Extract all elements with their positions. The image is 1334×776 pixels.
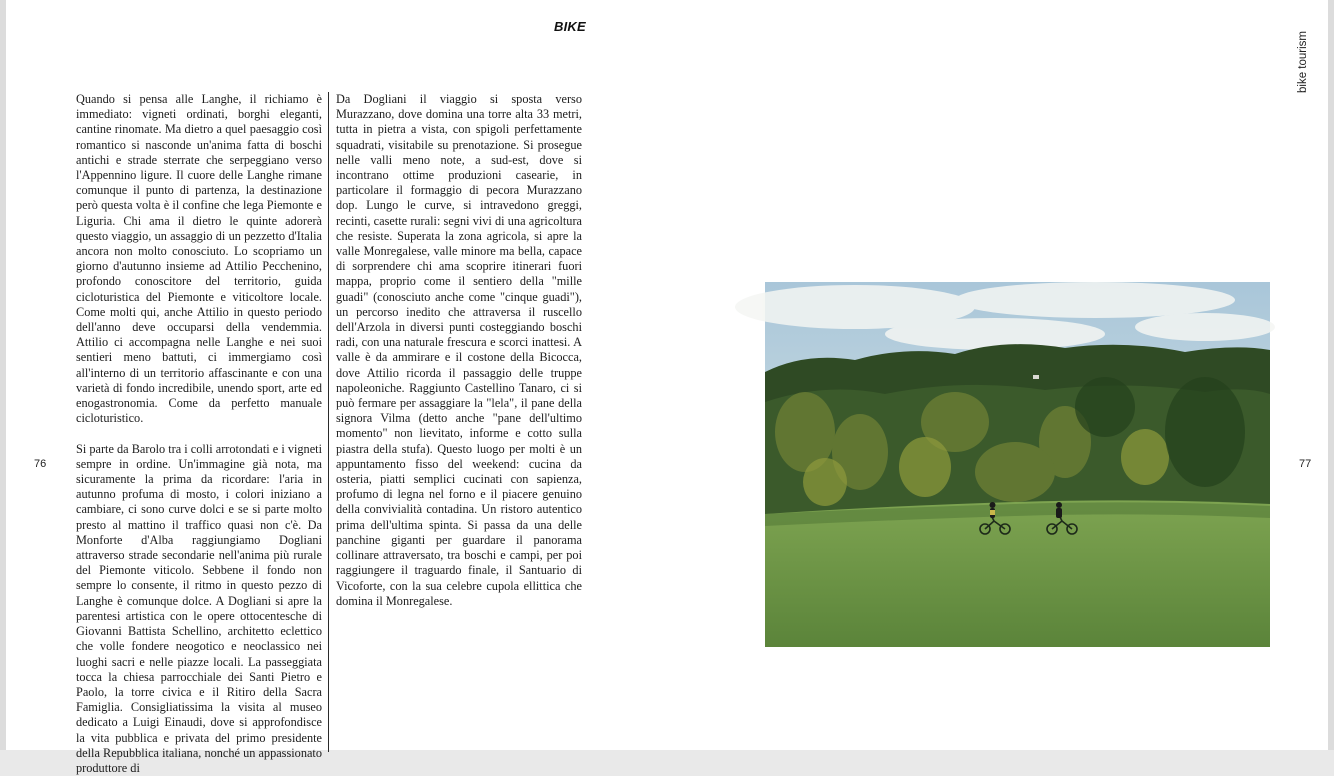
article-column-1 bbox=[76, 92, 322, 776]
article-paragraph: Si parte da Barolo tra i colli arrotondati e i vigneti sempre in ordine. Un'immagine già nota, ma sicuramente la prima da ricordare: l'aria in autunno profuma di mosto, i colori iniziano a cambiare, ci sono curve dolci e se si parte molto presto al mattino il traffico quasi non c'è. Da Monforte d'Alba raggiungiamo Dogliani attraverso strade secondarie nell'anima più rurale del Piemonte viticolo. Sebbene il fondo non sempre lo consente, il ritmo in questo pezzo di Langhe è comunque dolce. A Dogliani si apre la parentesi artistica con le opere ottocentesche di Giovanni Battista Schellino, architetto eclettico che volle fondere neogotico e neoclassico nei luoghi sacri e nelle piazze locali. La passeggiata tocca la chiesa parrocchiale dei Santi Pietro e Paolo, la torre civica e il Ritiro della Sacra Famiglia. Consigliatissima la visita al museo dedicato a Luigi Einaudi, dove si approfondisce la vita pubblica e privata del primo presidente della Repubblica italiana, nonché un appassionato produttore di bbox=[76, 441, 322, 775]
side-section-label: bike tourism bbox=[1297, 31, 1309, 93]
column-divider bbox=[328, 92, 329, 752]
cyclists-meadow-photo bbox=[765, 282, 1270, 647]
page-number-right: 77 bbox=[1299, 458, 1312, 470]
article-paragraph: Quando si pensa alle Langhe, il richiamo è immediato: vigneti ordinati, borghi eleganti, cantine rinomate. Ma dietro a quel paesaggio così romantico si nasconde un'anima fatta di boschi antichi e strade sterrate che serpeggiano verso l'Appennino ligure. Il cuore delle Langhe rimane comunque il punto di partenza, la destinazione però questa volta è il confine che lega Piemonte e Liguria. Chi ama il dietro le quinte adorerà questo viaggio, un assaggio di un pezzetto d'Italia ancora non molto conosciuto. Lo scopriamo un giorno d'autunno insieme ad Attilio Pecchenino, profondo conoscitore del territorio, guida cicloturistica del Piemonte e viticoltore locale. Come molti qui, anche Attilio in questo periodo dell'anno deve occuparsi della vendemmia. Attilio ci accompagna nelle Langhe e nei suoi sentieri meno battuti, ci immergiamo così all'interno di un territorio affascinante e con una varietà di fondo incredibile, unendo sport, arte ed enogastronomia. Come da perfetto manuale cicloturistico. bbox=[76, 92, 322, 426]
article-column-2 bbox=[336, 92, 582, 609]
section-title: BIKE bbox=[554, 19, 586, 34]
page-number-left: 76 bbox=[34, 458, 47, 470]
page-edge-right bbox=[1328, 0, 1334, 750]
magazine-spread bbox=[6, 0, 1328, 775]
article-paragraph: Da Dogliani il viaggio si sposta verso Murazzano, dove domina una torre alta 33 metri, tutta in pietra a vista, con spigoli perfettamente squadrati, visitabile su prenotazione. Si prosegue nelle valli meno note, a sud-est, dove si incontrano ottime produzioni casearie, in particolare il formaggio di pecora Murazzano dop. Lungo le curve, si intravedono greggi, recinti, casette rurali: segni vivi di una agricoltura che resiste. Superata la zona agricola, si apre la valle Monregalese, valle minore ma bella, capace di sorprendere chi ama scoprire itinerari fuori mappa, proprio come il sentiero della "mille guadi" (conosciuto anche come "cinque guadi"), un percorso inedito che attraversa il ruscello dell'Arzola in diversi punti costeggiando boschi radi, con una naturale frescura e scorci inattesi. A valle è da ammirare e il costone della Bicocca, dove Attilio ricorda il passaggio delle truppe napoleoniche. Raggiunto Castellino Tanaro, ci si può fermare per assaggiare la "lela", il pane della signora Vilma (detto anche "pane dell'ultimo momento" non lievitato, informe e cotto sulla piastra della stufa). Questo luogo per molti è un appuntamento fisso del weekend: cucina da osteria, piatti semplici cucinati con sapienza, profumo di legna nel forno e il piacere genuino della convivialità contadina. Un ristoro autentico prima dell'ultima spinta. Si passa da una delle panchine giganti per guardare il panorama collinare attraversato, tra boschi e campi, per poi raggiungere il traguardo finale, il Santuario di Vicoforte, con la sua celebre cupola ellittica che domina il Monregalese. bbox=[336, 92, 582, 608]
